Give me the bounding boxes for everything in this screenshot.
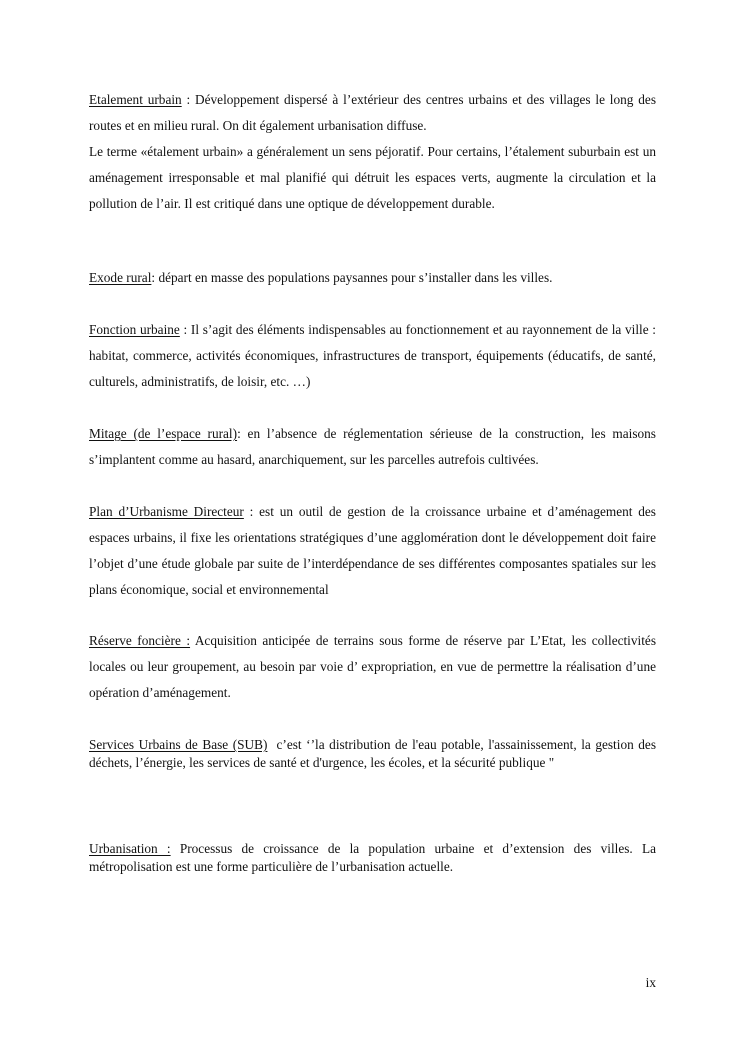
term-separator (171, 841, 180, 856)
glossary-definition: départ en masse des populations paysannes pour s’installer dans les villes. (158, 270, 553, 285)
glossary-entry-plan-urbanisme (89, 499, 656, 603)
glossary-term: Etalement urbain (89, 92, 182, 107)
glossary-definition: en l’absence de réglementation sérieuse de la construction, les maisons s’implantent comme au hasard, anarchiquement, sur les parcelles autrefois cultivées. (89, 426, 656, 467)
glossary-definition-extra: Le terme «étalement urbain» a généralement un sens péjoratif. Pour certains, l’étalement suburbain est un aménagement irresponsable et mal planifié qui détruit les espaces verts, augmente la circulation et la pollution de l’air. Il est critiqué dans une optique de développement durable. (89, 144, 656, 211)
glossary-term: Exode rural (89, 270, 152, 285)
glossary-entry-reserve-fonciere (89, 628, 656, 706)
glossary-term: Plan d’Urbanisme Directeur (89, 504, 244, 519)
glossary-entry-urbanisation (89, 840, 656, 875)
glossary-term: Réserve foncière : (89, 633, 191, 648)
term-separator: : (237, 426, 248, 441)
page-number: ix (645, 975, 656, 990)
glossary-definition: Il s’agit des éléments indispensables au fonctionnement et au rayonnement de la ville : habitat, commerce, activités économiques, infrastructures de transport, équipements (éducatifs, de santé, culturels, administratifs, de loisir, etc. …) (89, 322, 657, 389)
glossary-definition: est un outil de gestion de la croissance urbaine et d’aménagement des espaces urbains, il fixe les orientations stratégiques d’une agglomération dont le développement doit faire l’objet d’une étude globale par suite de l’interdépendance de ses différentes composantes spatiales sur les plans économique, social et environnemental (89, 504, 656, 597)
glossary-definition: Processus de croissance de la population urbaine et d’extension des villes. La métropolisation est une forme particulière de l’urbanisation actuelle. (89, 841, 656, 874)
term-separator: : (181, 92, 196, 107)
glossary-entry-exode-rural (89, 265, 656, 291)
term-separator (267, 737, 276, 752)
term-separator: : (151, 270, 159, 285)
glossary-definition: c’est ‘’la distribution de l'eau potable, l'assainissement, la gestion des déchets, l’énergie, les services de santé et d'urgence, les écoles, et la sécurité publique " (89, 737, 657, 770)
glossary-term: Services Urbains de Base (SUB) (89, 737, 268, 752)
glossary-entry-fonction-urbaine (89, 317, 656, 395)
glossary-term: Mitage (de l’espace rural) (89, 426, 238, 441)
glossary-entry-services-urbains (89, 736, 656, 771)
term-separator: : (179, 322, 191, 337)
glossary-entry-etalement-urbain (89, 87, 656, 217)
glossary-term: Fonction urbaine (89, 322, 180, 337)
glossary-definition: Développement dispersé à l’extérieur des centres urbains et des villages le long des routes et en milieu rural. On dit également urbanisation diffuse. (89, 92, 656, 133)
glossary-term: Urbanisation : (89, 841, 171, 856)
glossary-entry-mitage (89, 421, 656, 473)
term-separator: : (243, 504, 260, 519)
glossary-definition: Acquisition anticipée de terrains sous forme de réserve par L’Etat, les collectivités locales ou leur groupement, au besoin par voie d’ expropriation, en vue de permettre la réalisation d’une opération d’aménagement. (89, 633, 656, 700)
